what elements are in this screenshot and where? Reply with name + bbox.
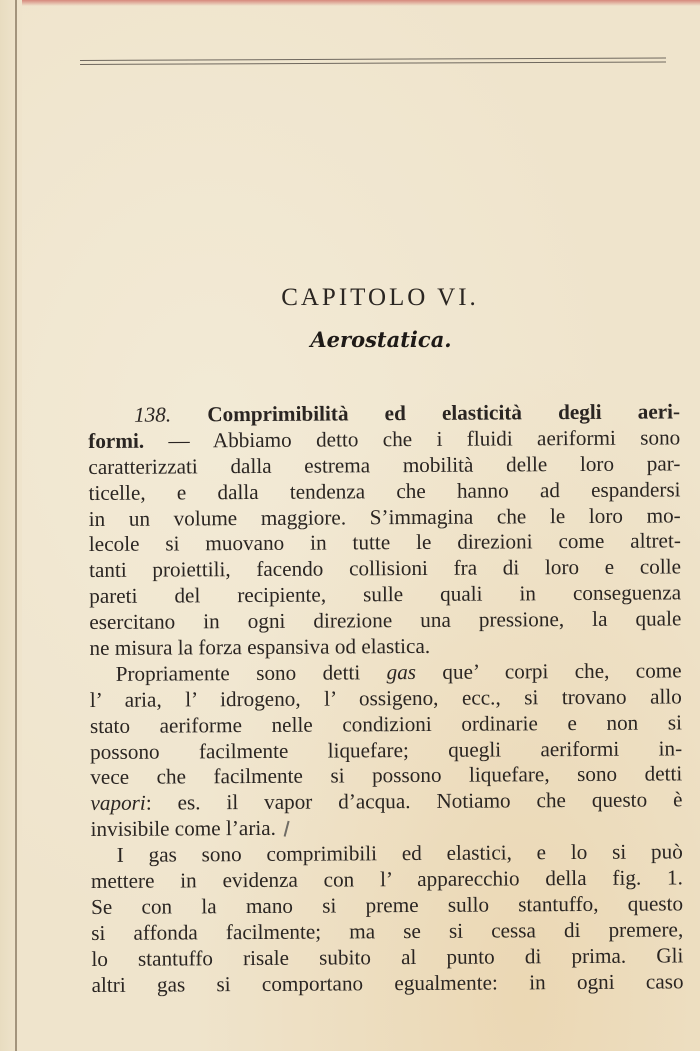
section-heading-line-1: [88, 399, 680, 429]
chapter-subtitle: Aerostatica.: [310, 327, 452, 352]
header-rule-bottom: [80, 61, 666, 65]
paragraph-2-line: [90, 788, 682, 818]
section-heading: Comprimibilità ed elasticità degli aeri-: [207, 399, 681, 427]
paragraph-3-line: Se con la mano si preme sullo stantuffo, questo: [91, 891, 684, 919]
paragraph-1-line: lecole si muovano in tutte le direzioni come altret-: [88, 528, 681, 557]
paragraph-2-line: vece che facilmente si possono liquefare, sono detti: [90, 761, 683, 790]
paragraph-1-line: caratterizzati dalla estrema mobilità delle loro par-: [88, 451, 681, 479]
paragraph-1-line: in un volume maggiore. S’immagina che le loro mo-: [88, 502, 681, 531]
paragraph-2-line: [90, 658, 682, 688]
term-gas: gas: [386, 659, 417, 685]
paragraph-2-line: [91, 814, 683, 844]
paragraph-1-line: pareti del recipiente, sulle quali in conseguenza: [89, 580, 682, 609]
section-heading-line-2: [88, 425, 680, 455]
paragraph-1-start: — Abbiamo detto che i fluidi aeriformi sono: [144, 425, 681, 453]
pencil-mark: [284, 821, 290, 837]
paragraph-2-text: : es. il vapor d’acqua. Notiamo che questo è: [145, 787, 683, 816]
page-binding-edge: [0, 0, 22, 1051]
paragraph-2-text: invisibile come l’aria.: [90, 816, 277, 842]
header-double-rule: [80, 57, 666, 68]
paragraph-2-text: que’ corpi che, come: [415, 658, 682, 684]
paragraph-1-line: ticelle, e dalla tendenza che hanno ad espandersi: [88, 477, 681, 505]
section-number: 138.: [133, 402, 172, 427]
section-heading-cont: formi.: [88, 428, 145, 453]
chapter-title: CAPITOLO VI.: [281, 284, 479, 311]
paragraph-3-line: si affonda facilmente; ma se si cessa di premere,: [91, 917, 684, 945]
paragraph-2-line: l’ aria, l’ idrogeno, l’ ossigeno, ecc., si trovano allo: [89, 684, 682, 712]
page-binding-line: [15, 0, 17, 1051]
paragraph-3-line: lo stantuffo risale subito al punto di prima. Gli: [91, 943, 684, 971]
paragraph-3-line: altri gas si comportano egualmente: in ogni caso: [91, 968, 684, 997]
paragraph-3-line: mettere in evidenza con l’ apparecchio della fig. 1.: [90, 865, 683, 894]
paragraph-2-line: possono facilmente liquefare; quegli aeriformi in-: [90, 735, 683, 764]
paragraph-1-line: esercitano in ogni direzione una pressione, la quale: [89, 606, 682, 635]
paragraph-2-line: stato aeriforme nelle condizioni ordinarie e non si: [89, 710, 683, 738]
paragraph-3-line: I gas sono comprimibili ed elastici, e lo si può: [116, 839, 683, 867]
term-vapori: vapori: [90, 791, 146, 816]
page-top-stain: [0, 0, 700, 6]
header-rule-top: [80, 57, 666, 61]
paragraph-2-text: Propriamente sono detti: [115, 660, 387, 686]
body-text: [88, 399, 684, 998]
paragraph-1-line: ne misura la forza espansiva od elastica.: [89, 633, 431, 661]
paragraph-1-line: tanti proiettili, facendo collisioni fra di loro e colle: [88, 554, 682, 583]
